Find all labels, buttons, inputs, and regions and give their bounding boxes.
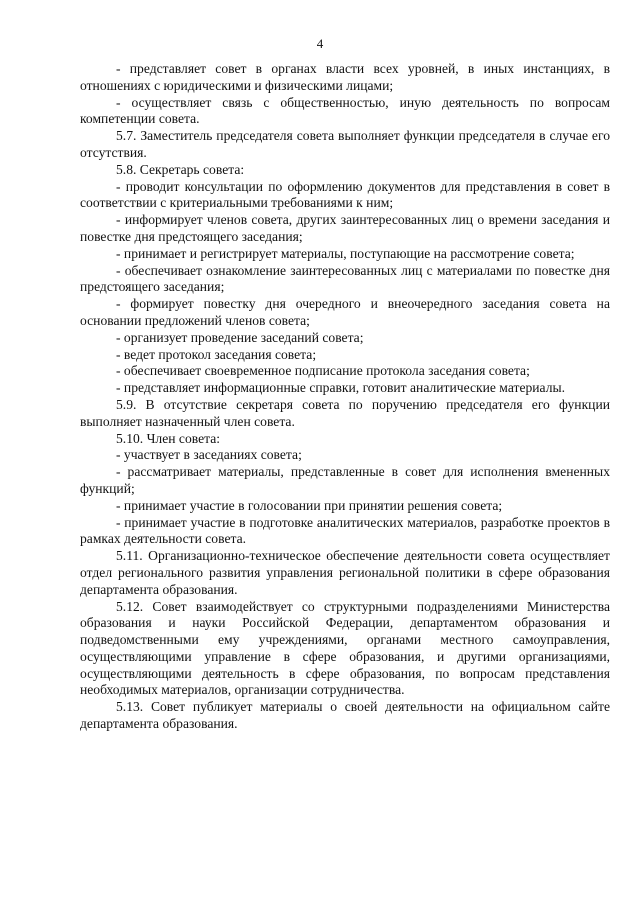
paragraph: - представляет информационные справки, готовит аналитические материалы. [116,380,566,396]
clause-5-11: 5.11. Организационно-техническое обеспечение деятельности совета осуществляет отдел регионального развития управления региональной политики в сфере образования департамента образования. [80,548,610,597]
paragraph: - организует проведение заседаний совета; [116,329,364,345]
paragraph: - информирует членов совета, других заинтересованных лиц о времени заседания и повестке дня предстоящего заседания; [80,212,610,244]
paragraph: - формирует повестку дня очередного и внеочередного заседания совета на основании предложений членов совета; [80,296,610,328]
paragraph: - обеспечивает своевременное подписание протокола заседания совета; [116,363,530,379]
clause-5-9: 5.9. В отсутствие секретаря совета по поручению председателя его функции выполняет назначенный член совета. [80,396,610,429]
clause-5-13: 5.13. Совет публикует материалы о своей деятельности на официальном сайте департамента образования. [80,699,610,732]
page-number: 4 [316,36,324,51]
document-body [80,61,610,733]
paragraph: - ведет протокол заседания совета; [116,346,317,362]
paragraph: - обеспечивает ознакомление заинтересованных лиц с материалами по повестке дня предстоящего заседания; [80,262,610,295]
paragraph: - принимает участие в подготовке аналитических материалов, разработке проектов в рамках деятельности совета. [80,514,610,547]
paragraph: - проводит консультации по оформлению документов для представления в совет в соответствии с критериальными требованиями к ним; [80,178,610,211]
paragraph: - осуществляет связь с общественностью, иную деятельность по вопросам компетенции совета. [80,94,610,127]
paragraph: - принимает участие в голосовании при принятии решения совета; [116,497,503,513]
clause-5-7: 5.7. Заместитель председателя совета выполняет функции председателя в случае его отсутствия. [80,128,610,160]
clause-5-8-heading: 5.8. Секретарь совета: [116,161,245,177]
clause-5-12: 5.12. Совет взаимодействует со структурными подразделениями Министерства образования и науки Российской Федерации, департаментом образования и подведомственными ему учреждениями, органами местного самоуправления, осуществляющими управление в сфере образования, и другими организациями, осуществляющими деятельность в сфере образования, по вопросам представления необходимых материалов, организации сотрудничества. [80,598,610,698]
paragraph: - принимает и регистрирует материалы, поступающие на рассмотрение совета; [116,245,575,261]
clause-5-10-heading: 5.10. Член совета: [116,430,221,446]
paragraph: - рассматривает материалы, представленные в совет для исполнения вмененных функций; [80,464,610,496]
paragraph: - участвует в заседаниях совета; [116,447,302,463]
paragraph: - представляет совет в органах власти всех уровней, в иных инстанциях, в отношениях с юридическими и физическими лицами; [80,61,610,93]
